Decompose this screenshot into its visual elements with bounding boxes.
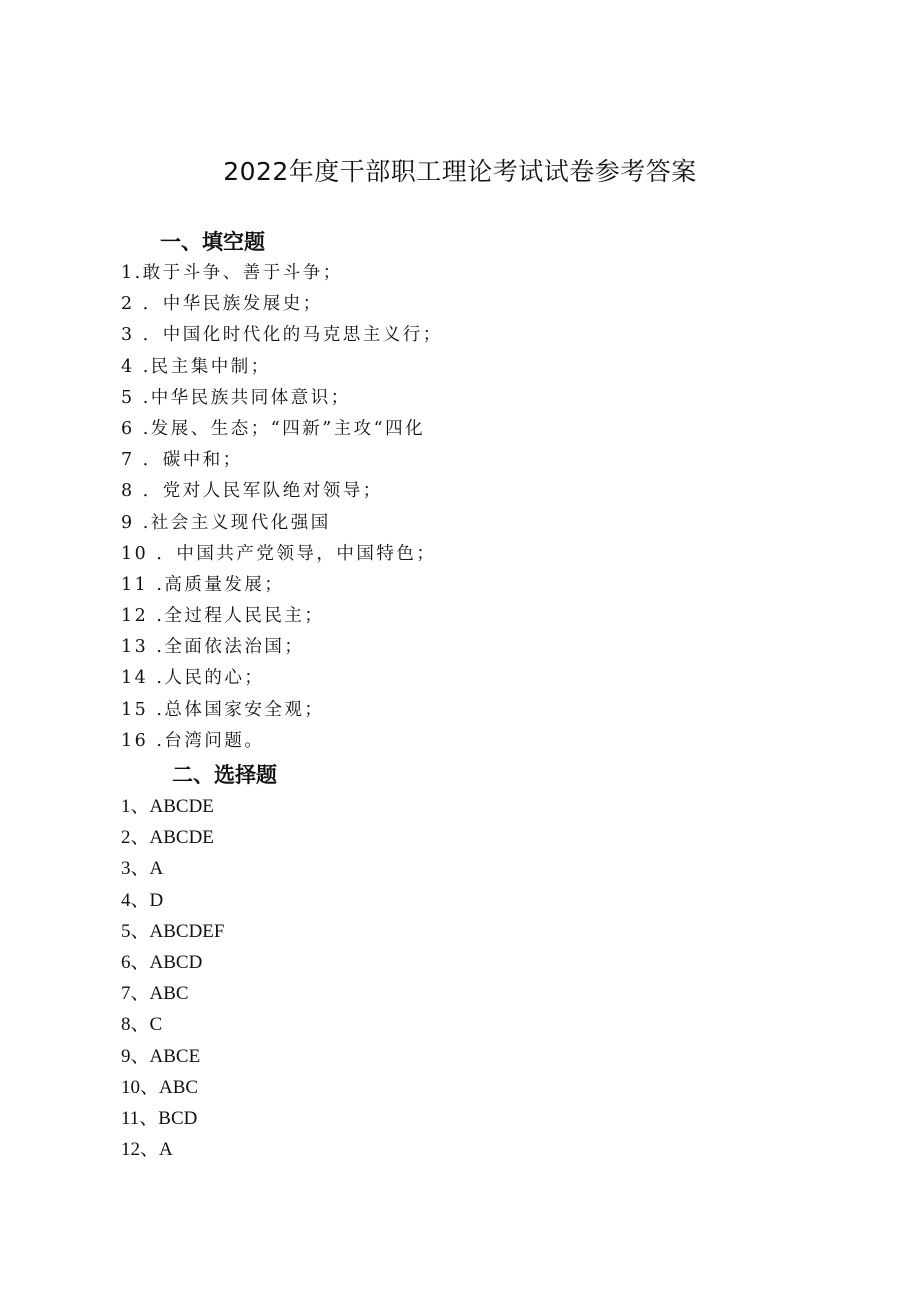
- answer-item: 16 .台湾问题。: [121, 730, 265, 751]
- answer-item: 11、BCD: [121, 1107, 198, 1129]
- section-heading-multiple-choice: 二、选择题: [172, 763, 277, 787]
- answer-item: 3 ．中国化时代化的马克思主义行；: [121, 325, 443, 346]
- multiple-choice-answer-list: [121, 791, 224, 1165]
- answer-item: 1.敢于斗争、善于斗争；: [121, 263, 343, 283]
- answer-item: 4 .民主集中制；: [121, 356, 271, 377]
- answer-item: 9 .社会主义现代化强国: [121, 512, 331, 533]
- answer-item: 15 .总体国家安全观；: [121, 699, 325, 720]
- section-heading-fill-in-blank: 一、填空题: [160, 230, 265, 254]
- answer-item: 1、ABCDE: [121, 796, 214, 817]
- answer-item: 13 .全面依法治国；: [121, 637, 305, 658]
- answer-item: 3、A: [121, 858, 164, 880]
- answer-item: 2、ABCDE: [121, 827, 214, 849]
- answer-item: 2 ．中华民族发展史；: [121, 294, 323, 315]
- answer-item: 7、ABC: [121, 983, 189, 1005]
- answer-item: 5、ABCDEF: [121, 920, 225, 942]
- answer-item: 6 .发展、生态；“四新”主攻“四化: [121, 418, 426, 439]
- answer-item: 4、D: [121, 889, 164, 911]
- answer-item: 8 ．党对人民军队绝对领导；: [121, 481, 383, 502]
- answer-item: 9、ABCE: [121, 1045, 201, 1067]
- answer-item: 11 .高质量发展；: [121, 574, 285, 595]
- answer-item: 5 .中华民族共同体意识；: [121, 387, 351, 408]
- answer-item: 10 ．中国共产党领导，中国特色；: [121, 543, 437, 564]
- answer-item: 14 .人民的心；: [121, 668, 265, 689]
- answer-item: 10、ABC: [121, 1076, 199, 1098]
- answer-item: 6、ABCD: [121, 951, 203, 973]
- answer-item: 12 .全过程人民民主；: [121, 606, 325, 627]
- answer-item: 7 ．碳中和；: [121, 450, 243, 471]
- answer-item: 12、A: [121, 1139, 173, 1161]
- document-title: 2022年度干部职工理论考试试卷参考答案: [223, 157, 697, 186]
- answer-item: 8、C: [121, 1014, 163, 1036]
- fill-in-blank-answer-list: [121, 258, 443, 757]
